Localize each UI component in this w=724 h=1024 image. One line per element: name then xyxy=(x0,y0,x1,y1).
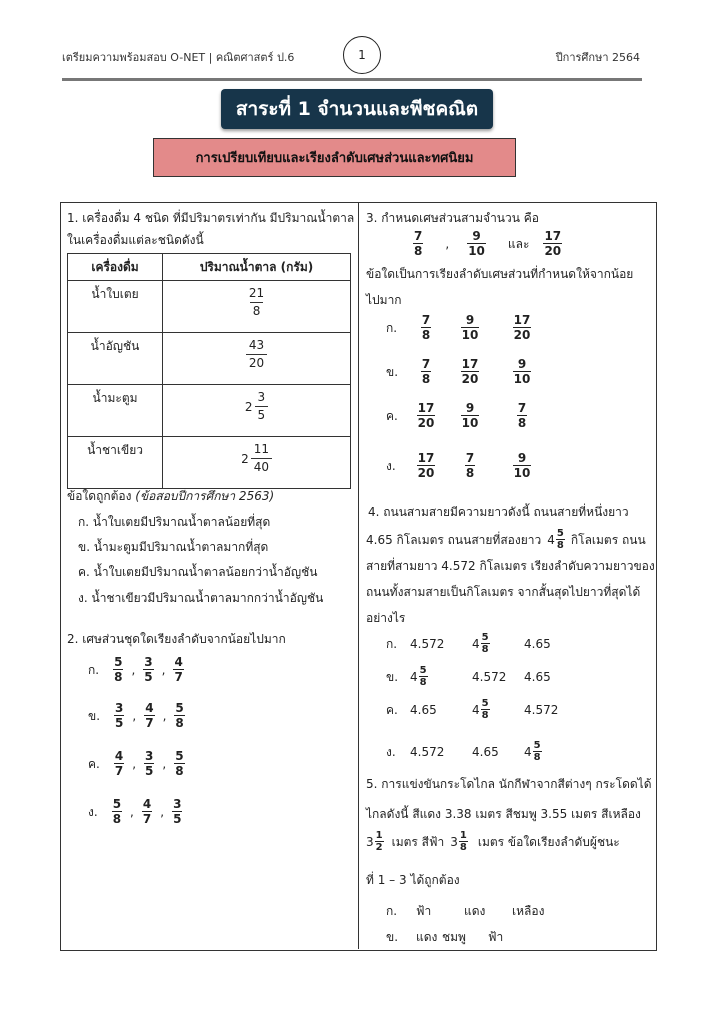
header-left: เตรียมความพร้อมสอบ O-NET | คณิตศาสตร์ ป.6 xyxy=(62,51,295,64)
decimal-value: 4.65 xyxy=(472,744,499,759)
page-title: สาระที่ 1 จำนวนและพีชคณิต xyxy=(221,89,493,129)
drink-name: น้ำอัญชัน xyxy=(68,333,163,385)
q1-choice-d[interactable]: ง. น้ำชาเขียวมีปริมาณน้ำตาลมากกว่าน้ำอัญชัน xyxy=(78,591,324,605)
q2-text: 2. เศษส่วนชุดใดเรียงลำดับจากน้อยไปมาก xyxy=(67,632,286,646)
q5-choice-b[interactable]: ข. แดง ชมพู ฟ้า xyxy=(386,930,504,944)
drink-name: น้ำชาเขียว xyxy=(68,437,163,489)
sugar-amount: 2 3 5 xyxy=(163,385,351,437)
sugar-amount: 2 11 40 xyxy=(163,437,351,489)
drink-name: น้ำมะตูม xyxy=(68,385,163,437)
q1-choice-a[interactable]: ก. น้ำใบเตยมีปริมาณน้ำตาลน้อยที่สุด xyxy=(78,515,271,529)
q3-text: 3. กำหนดเศษส่วนสามจำนวน คือ xyxy=(366,211,540,225)
q4-text-line2: 4.65 กิโลเมตร ถนนสายที่สองยาว 4 $\frac{5}{8}$ กิโลเมตร ถนน xyxy=(366,528,646,551)
q5-text-line4: ที่ 1 – 3 ได้ถูกต้อง xyxy=(366,873,460,887)
q4-choice-c[interactable]: ค. 4.65 4 $\frac{5}{8}$ 4.572 xyxy=(386,698,576,721)
header-rule xyxy=(62,78,642,81)
q4-text-line3: สายที่สามยาว 4.572 กิโลเมตร เรียงลำดับความยาวของ xyxy=(366,559,655,573)
q2-choice-b[interactable]: ข. $\frac{3}{5}$ , $\frac{4}{7}$ , $\frac{5}{8}$ xyxy=(88,701,184,730)
q3-choice-d[interactable]: ง. $\frac{17}{20}$ $\frac{7}{8}$ $\frac{9}{10}$ xyxy=(386,451,531,480)
q2-choice-d[interactable]: ง. $\frac{5}{8}$ , $\frac{4}{7}$ , $\frac{3}{5}$ xyxy=(88,797,182,826)
sugar-amount: $\frac{21}{8}$ xyxy=(163,281,351,333)
q1-question: ข้อใดถูกต้อง (ข้อสอบปีการศึกษา 2563) xyxy=(67,489,275,503)
q4-text-line4: ถนนทั้งสามสายเป็นกิโลเมตร จากสั้นสุดไปยาวที่สุดได้ xyxy=(366,585,641,599)
q1-source: (ข้อสอบปีการศึกษา 2563) xyxy=(135,489,275,503)
q5-text-line1: 5. การแข่งขันกระโดไกล นักกีฬาจากสีต่างๆ กระโดดได้ xyxy=(366,777,652,791)
q4-choice-b[interactable]: ข. 4 $\frac{5}{8}$ 4.572 4.65 xyxy=(386,665,576,688)
decimal-value: 4.65 xyxy=(410,702,437,717)
decimal-value: 4.572 xyxy=(410,636,445,651)
q5-text-line3: 3 $\frac{1}{2}$ เมตร สีฟ้า 3 $\frac{1}{8}$ เมตร ข้อใดเรียงลำดับผู้ชนะ xyxy=(366,830,620,853)
decimal-value: 4.65 xyxy=(524,669,551,684)
q1-text-line2: ในเครื่องดื่มแต่ละชนิดดังนี้ xyxy=(67,233,204,247)
decimal-value: 4.65 xyxy=(524,636,551,651)
table-row xyxy=(68,437,351,489)
q4-text-line5: อย่างไร xyxy=(366,611,406,625)
sugar-amount: $\frac{43}{20}$ xyxy=(163,333,351,385)
decimal-value: 4.572 xyxy=(472,669,507,684)
q3-choice-b[interactable]: ข. $\frac{7}{8}$ $\frac{17}{20}$ $\frac{9}{10}$ xyxy=(386,357,531,386)
q4-text-line1: 4. ถนนสามสายมีความยาวดังนี้ ถนนสายที่หนึ่งยาว xyxy=(368,505,629,519)
q1-choice-c[interactable]: ค. น้ำใบเตยมีปริมาณน้ำตาลน้อยกว่าน้ำอัญชัน xyxy=(78,565,318,579)
header-right: ปีการศึกษา 2564 xyxy=(555,51,640,64)
mixed-number: 4 $\frac{5}{8}$ xyxy=(410,665,427,688)
column-divider xyxy=(358,202,359,949)
q4-choice-d[interactable]: ง. 4.572 4.65 4 $\frac{5}{8}$ xyxy=(386,740,576,763)
q5-text-line2: ไกลดังนี้ สีแดง 3.38 เมตร สีชมพู 3.55 เมตร สีเหลือง xyxy=(366,807,641,821)
sugar-table xyxy=(67,253,351,489)
q2-choice-a[interactable]: ก. $\frac{5}{8}$ , $\frac{3}{5}$ , $\frac{4}{7}$ xyxy=(88,655,183,684)
q3-choice-a[interactable]: ก. $\frac{7}{8}$ $\frac{9}{10}$ $\frac{17}{20}$ xyxy=(386,313,531,342)
table-header-drink: เครื่องดื่ม xyxy=(68,254,163,281)
section-subtitle: การเปรียบเทียบและเรียงลำดับเศษส่วนและทศนิยม xyxy=(153,138,516,177)
q5-choice-a[interactable]: ก. ฟ้า แดง เหลือง xyxy=(386,904,545,918)
q2-choice-c[interactable]: ค. $\frac{4}{7}$ , $\frac{3}{5}$ , $\frac{5}{8}$ xyxy=(88,749,184,778)
q3-given-fractions: $\frac{7}{8}$ , $\frac{9}{10}$ และ $\frac{17}{20}$ xyxy=(414,229,562,258)
table-header-sugar: ปริมาณน้ำตาล (กรัม) xyxy=(163,254,351,281)
mixed-number: 4 $\frac{5}{8}$ xyxy=(472,632,489,655)
decimal-value: 4.572 xyxy=(410,744,445,759)
table-row xyxy=(68,333,351,385)
drink-name: น้ำใบเตย xyxy=(68,281,163,333)
mixed-number: 4 $\frac{5}{8}$ xyxy=(524,740,541,763)
decimal-value: 4.572 xyxy=(524,702,559,717)
page-number: 1 xyxy=(343,36,381,74)
q3-text-line3: ไปมาก xyxy=(366,293,402,307)
table-row xyxy=(68,385,351,437)
q3-choice-c[interactable]: ค. $\frac{17}{20}$ $\frac{9}{10}$ $\frac{7}{8}$ xyxy=(386,401,527,430)
q1-choice-b[interactable]: ข. น้ำมะตูมมีปริมาณน้ำตาลมากที่สุด xyxy=(78,540,269,554)
q3-text-line2: ข้อใดเป็นการเรียงลำดับเศษส่วนที่กำหนดให้จากน้อย xyxy=(366,267,634,281)
q4-choice-a[interactable]: ก. 4.572 4 $\frac{5}{8}$ 4.65 xyxy=(386,632,576,655)
q1-text-line1: 1. เครื่องดื่ม 4 ชนิด ที่มีปริมาตรเท่ากัน มีปริมาณน้ำตาล xyxy=(67,211,355,225)
mixed-number: 4 $\frac{5}{8}$ xyxy=(472,698,489,721)
table-row xyxy=(68,281,351,333)
